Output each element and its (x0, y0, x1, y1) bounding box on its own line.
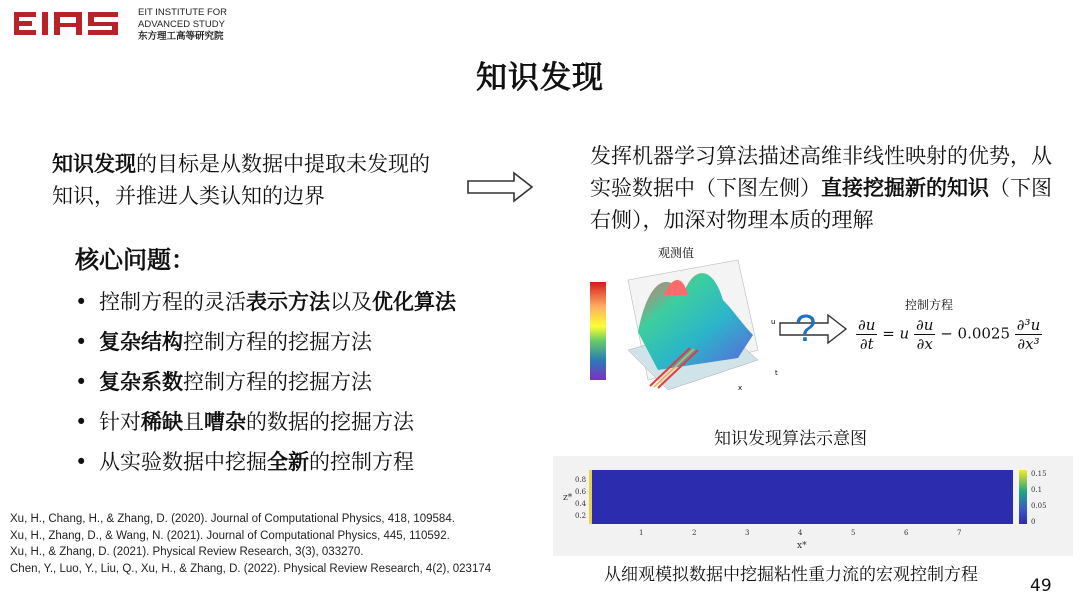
axis-label-x: x (738, 384, 743, 392)
list-item: • 复杂结构控制方程的挖掘方法 (75, 330, 372, 354)
references (10, 511, 491, 577)
colorbar (590, 282, 606, 380)
page-title: 知识发现 (476, 60, 604, 96)
colorbar-tick: 0 (1031, 518, 1036, 526)
x-tick: 7 (957, 529, 962, 537)
control-equation-label: 控制方程 (905, 298, 954, 312)
institute-name: EIT INSTITUTE FOR ADVANCED STUDY 东方理工高等研究院 (138, 7, 228, 42)
axis-label-t: t (775, 369, 778, 377)
y-tick: 0.8 (575, 476, 587, 484)
list-item: • 从实验数据中挖掘全新的控制方程 (75, 450, 414, 474)
x-axis-label: x* (797, 541, 807, 551)
x-tick: 3 (745, 529, 750, 537)
y-axis-label: z* (563, 493, 573, 503)
x-tick: 4 (798, 529, 803, 537)
y-tick: 0.6 (575, 488, 587, 496)
question-mark-icon: ? (795, 308, 817, 350)
figure2-caption: 从细观模拟数据中挖掘粘性重力流的宏观控制方程 (604, 565, 978, 585)
list-item: • 针对稀缺且嘈杂的数据的挖掘方法 (75, 410, 414, 434)
list-item: • 控制方程的灵活表示方法以及优化算法 (75, 290, 456, 314)
y-tick: 0.4 (575, 500, 587, 508)
reference-item: Chen, Y., Luo, Y., Liu, Q., Xu, H., & Zhang, D. (2022). Physical Review Research, 4(2), 023174 (10, 562, 492, 575)
colorbar-tick: 0.05 (1031, 502, 1047, 510)
reference-item: Xu, H., Zhang, D., & Wang, N. (2021). Journal of Computational Physics, 445, 110592. (10, 529, 450, 542)
heatmap-area (589, 470, 1013, 524)
x-tick: 6 (904, 529, 909, 537)
discovered-equation: $\frac{\partial u}{\partial t}$ = u $\frac{\partial u}{\partial x}$ − 0.0025 $\frac{\text{∂³u}}{\text{∂x³}}$ (858, 316, 1041, 353)
colorbar-tick: 0.15 (1031, 470, 1047, 478)
x-tick: 1 (639, 529, 644, 537)
y-tick: 0.2 (575, 512, 587, 520)
reference-item: Xu, H., Chang, H., & Zhang, D. (2020). Journal of Computational Physics, 418, 109584. (10, 513, 455, 525)
eias-logo (14, 8, 126, 40)
x-tick: 2 (692, 529, 697, 537)
colorbar-tick: 0.1 (1031, 486, 1043, 494)
method-description: 发挥机器学习算法描述高维非线性映射的优势，从实验数据中（下图左侧）直接挖掘新的知识（下图右侧），加深对物理本质的理解 (590, 144, 1052, 232)
reference-item: Xu, H., & Zhang, D. (2021). Physical Review Research, 3(3), 033270. (10, 546, 364, 558)
observed-label: 观测值 (658, 246, 695, 260)
goal-statement: 知识发现的目标是从数据中提取未发现的知识，并推进人类认知的边界 (52, 152, 430, 208)
axis-label-u: u (771, 318, 776, 326)
surface-plot (588, 240, 788, 415)
colorbar (1019, 470, 1027, 524)
right-arrow-icon (466, 170, 536, 204)
list-item: • 复杂系数控制方程的挖掘方法 (75, 370, 372, 394)
core-questions-heading: 核心问题： (75, 246, 195, 274)
field-heatmap (553, 456, 1073, 556)
page-number: 49 (1030, 576, 1052, 596)
questions-list (75, 282, 456, 482)
figure1-caption: 知识发现算法示意图 (714, 429, 867, 449)
x-tick: 5 (851, 529, 856, 537)
